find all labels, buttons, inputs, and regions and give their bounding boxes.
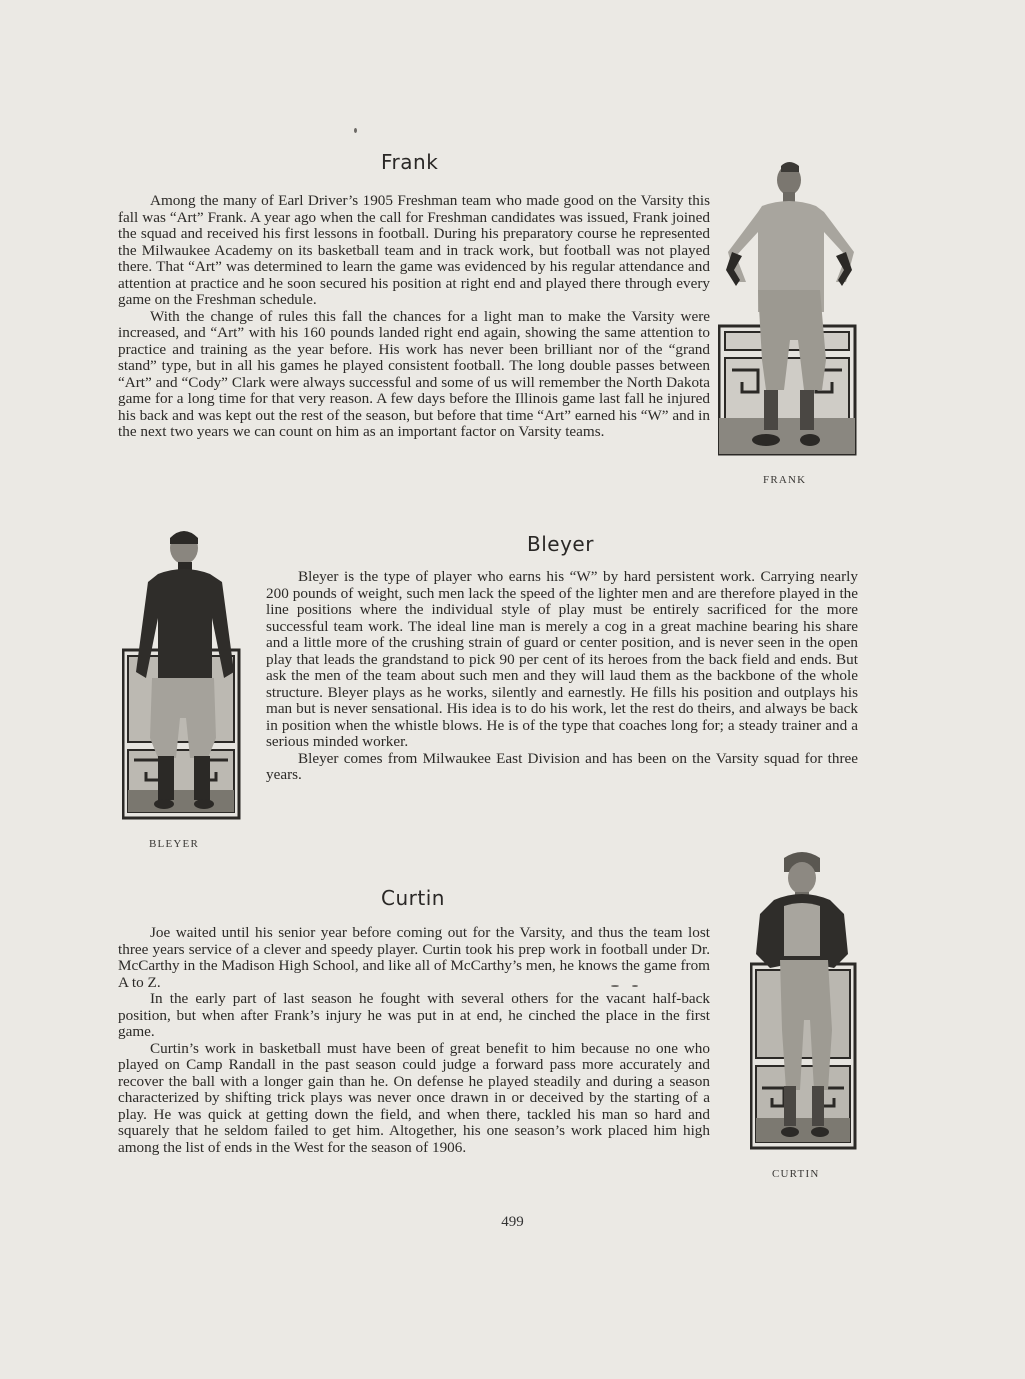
paragraph: Curtin’s work in basketball must have been of great benefit to him because no one who played on Camp Randall in the past season could judge a forward pass more accurately and recover the ball with a longer gain than he. On defense he played steadily and during a season characterized by shifting trick plays was never once drawn in or deceived by the starting of a play. He was quick at getting down the field, and when there, tackled his man so hard and squarely that he seldom failed to get him. Altogether, his one season’s work placed him high among the list of ends in the West for the season of 1906. (118, 1039, 710, 1156)
paragraph: In the early part of last season he fought with several others for the vacant half-back position, but when after Frank’s injury he was put in at end, he cinched the place in the first game. (118, 990, 710, 1040)
photo-caption-curtin: CURTIN (772, 1168, 820, 1180)
section-title-bleyer: Bleyer (527, 532, 594, 556)
paragraph: Bleyer comes from Milwaukee East Division and has been on the Varsity squad for three years. (266, 749, 858, 783)
player-photo-bleyer (122, 528, 242, 820)
page-number: 499 (501, 1214, 524, 1230)
section-body-frank (118, 193, 710, 441)
photo-caption-bleyer: BLEYER (149, 838, 199, 850)
paragraph: Among the many of Earl Driver’s 1905 Freshman team who made good on the Varsity this fall was “Art” Frank. A year ago when the call for Freshman candidates was issued, Frank joined the squad and received his first lessons in football. During his preparatory course he represented the Milwaukee Academy on its basketball team and in track work, but football was not played there. That “Art” was determined to learn the game was evidenced by his regular attendance and attention at practice and he soon secured his position at right end and played there through every game on the Freshman schedule. (118, 192, 710, 308)
paragraph: Bleyer is the type of player who earns his “W” by hard persistent work. Carrying nearly 200 pounds of weight, such men lack the speed of the lighter men and are therefore played in the line positions where the individual style of play must be entirely sacrificed for the more successful team work. The ideal line man is merely a cog in a great machine bearing his share and a little more of the crushing strain of guard or center position, and is never seen in the open play that leads the grandstand to pick 90 per cent of its heroes from the back field and ends. But ask the men of the team about such men and they will laud them as the backbone of the whole structure. Bleyer plays as he works, silently and earnestly. He fills his position and outplays his man but is never sensational. His idea is to do his work, let the rest do theirs, and always be back in position when the whistle blows. He is of the type that coaches long for; a steady trainer and a serious minded worker. (266, 568, 858, 750)
paragraph: Joe waited until his senior year before coming out for the Varsity, and thus the team lost three years service of a clever and speedy player. Curtin took his prep work in football under Dr. McCarthy in the Madison High School, and like all of McCarthy’s men, he knows the game from A to Z. (118, 924, 710, 991)
section-body-curtin (118, 925, 710, 1156)
player-photo-frank (718, 160, 858, 462)
paper-speck (354, 128, 357, 133)
player-photo-curtin (750, 850, 858, 1150)
section-body-bleyer (266, 569, 858, 784)
paragraph: With the change of rules this fall the chances for a light man to make the Varsity were increased, and “Art” with his 160 pounds landed right end again, showing the same attention to practice and training as the year before. His work has never been brilliant nor of the “grand stand” type, but in all his games he played consistent football. The long double passes between “Art” and “Cody” Clark were always successful and some of us will remember the North Dakota game for a long time for that very reason. A few days before the Illinois game last fall he injured his back and was kept out the rest of the season, but before that time “Art” earned his “W” and in the next two years we can count on him as an important factor on Varsity teams. (118, 307, 710, 440)
section-title-curtin: Curtin (381, 886, 445, 910)
section-title-frank: Frank (381, 150, 439, 174)
photo-caption-frank: FRANK (763, 474, 807, 486)
